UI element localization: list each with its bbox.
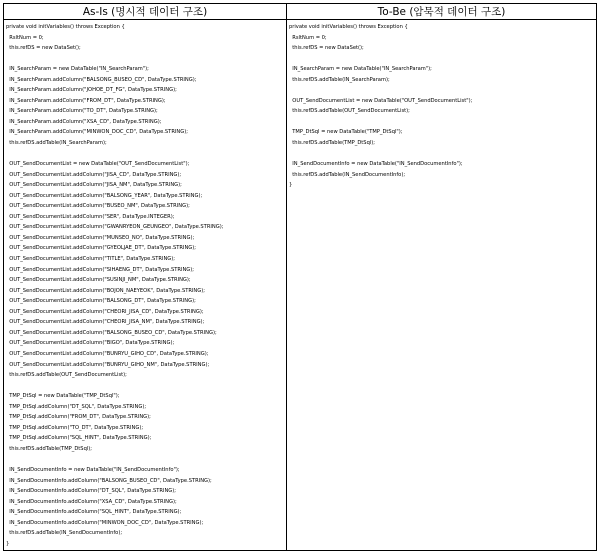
code-line: }	[6, 540, 10, 547]
code-line: OUT_SendDocumentList.addColumn("GYEOLJAE_DT", DataType.STRING);	[6, 245, 197, 252]
code-line: IN_SendDocumentInfo.addColumn("MINWON_DOC_CD", DataType.STRING);	[6, 519, 204, 526]
code-line: TMP_DtSql.addColumn("TO_DT", DataType.STRING);	[6, 424, 144, 431]
code-line: TMP_DtSql = new DataTable("TMP_DtSql");	[289, 129, 403, 136]
code-line: IN_SendDocumentInfo = new DataTable("IN_SendDocumentInfo");	[6, 466, 180, 473]
as-is-cell	[4, 20, 287, 551]
code-line: OUT_SendDocumentList.addColumn("BALSONG_YEAR", DataType.STRING);	[6, 192, 203, 199]
code-line: IN_SearchParam.addColumn("JOHOE_DT_FG", DataType.STRING);	[6, 87, 177, 94]
as-is-header: As-Is (명시적 데이터 구조)	[4, 4, 287, 20]
code-line	[6, 381, 286, 392]
code-row	[4, 20, 597, 551]
code-line: this.refDS.addTable(TMP_DtSql);	[289, 140, 375, 147]
code-line: IN_SearchParam.addColumn("MINWON_DOC_CD", DataType.STRING);	[6, 129, 188, 136]
code-line: OUT_SendDocumentList.addColumn("MUNSEO_NO", DataType.STRING);	[6, 234, 195, 241]
code-line	[289, 85, 596, 96]
code-line: OUT_SendDocumentList.addColumn("SIHAENG_DT", DataType.STRING);	[6, 266, 195, 273]
code-line: IN_SendDocumentInfo = new DataTable("IN_SendDocumentInfo");	[289, 161, 463, 168]
code-line: OUT_SendDocumentList.addColumn("GWANRYEON_GEUNGEO", DataType.STRING);	[6, 224, 224, 231]
code-line	[6, 149, 286, 160]
code-line: IN_SendDocumentInfo.addColumn("DT_SQL", DataType.STRING);	[6, 488, 177, 495]
code-line: IN_SearchParam.addColumn("FROM_DT", DataType.STRING);	[6, 97, 166, 104]
code-line: IN_SendDocumentInfo.addColumn("XSA_CD", DataType.STRING);	[6, 498, 177, 505]
to-be-header: To-Be (암묵적 데이터 구조)	[287, 4, 597, 20]
code-line: this.refDS.addTable(TMP_DtSql);	[6, 445, 92, 452]
code-line: TMP_DtSql.addColumn("FROM_DT", DataType.STRING);	[6, 414, 151, 421]
code-line: OUT_SendDocumentList.addColumn("TITLE", DataType.STRING);	[6, 256, 176, 263]
code-line: this.refDS.addTable(OUT_SendDocumentList);	[289, 108, 410, 115]
code-line: TMP_DtSql = new DataTable("TMP_DtSql");	[6, 393, 120, 400]
code-line: this.refDS.addTable(IN_SendDocumentInfo);	[6, 530, 123, 537]
code-line: TMP_DtSql.addColumn("SQL_HINT", DataType.STRING);	[6, 435, 152, 442]
code-line: OUT_SendDocumentList.addColumn("JISA_NM", DataType.STRING);	[6, 182, 182, 189]
to-be-cell	[287, 20, 597, 551]
code-line: private void initVariables() throws Exception {	[6, 24, 125, 30]
code-line: this.refDS.addTable(IN_SearchParam);	[6, 140, 107, 147]
code-line: IN_SearchParam.addColumn("XSA_CD", DataType.STRING);	[6, 118, 162, 125]
code-line: OUT_SendDocumentList.addColumn("CHEORI_JISA_NM", DataType.STRING);	[6, 319, 205, 326]
code-line: this.refDS = new DataSet();	[289, 45, 364, 52]
code-line	[6, 54, 286, 65]
code-line: private void initVariables() throws Exception {	[289, 24, 408, 30]
code-line: this.refDS.addTable(IN_SendDocumentInfo);	[289, 171, 406, 178]
code-line: OUT_SendDocumentList.addColumn("SER", DataType.INTEGER);	[6, 213, 175, 220]
code-line	[289, 54, 596, 65]
code-line: IN_SearchParam = new DataTable("IN_SearchParam");	[289, 66, 432, 73]
comparison-table	[3, 3, 597, 551]
code-line: OUT_SendDocumentList.addColumn("CHEORI_JISA_CD", DataType.STRING);	[6, 308, 204, 315]
code-line: OUT_SendDocumentList.addColumn("BUSEO_NM", DataType.STRING);	[6, 203, 190, 210]
code-line: OUT_SendDocumentList = new DataTable("OUT_SendDocumentList");	[289, 97, 473, 104]
to-be-code-block	[287, 20, 596, 191]
code-line	[6, 454, 286, 465]
as-is-code-block	[4, 20, 286, 549]
code-line: OUT_SendDocumentList.addColumn("JISA_CD", DataType.STRING);	[6, 171, 182, 178]
code-line: OUT_SendDocumentList.addColumn("BOJON_NAEYEOK", DataType.STRING);	[6, 287, 205, 294]
code-line: this.refDS.addTable(IN_SearchParam);	[289, 76, 390, 83]
code-line: OUT_SendDocumentList.addColumn("SUSINJI_NM", DataType.STRING);	[6, 277, 191, 284]
code-line: OUT_SendDocumentList.addColumn("BALSONG_BUSEO_CD", DataType.STRING);	[6, 329, 217, 336]
code-line: OUT_SendDocumentList.addColumn("BUNRYU_GIHO_NM", DataType.STRING);	[6, 361, 210, 368]
code-line: IN_SearchParam = new DataTable("IN_SearchParam");	[6, 66, 149, 73]
code-line: IN_SearchParam.addColumn("TO_DT", DataType.STRING);	[6, 108, 158, 115]
code-line: OUT_SendDocumentList = new DataTable("OUT_SendDocumentList");	[6, 161, 190, 168]
code-line	[289, 117, 596, 128]
code-line: TMP_DtSql.addColumn("DT_SQL", DataType.STRING);	[6, 403, 147, 410]
code-line	[289, 149, 596, 160]
code-line: this.refDS.addTable(OUT_SendDocumentList);	[6, 372, 127, 379]
code-line: OUT_SendDocumentList.addColumn("BALSONG_DT", DataType.STRING);	[6, 298, 196, 305]
code-line: RsltNum = 0;	[289, 34, 327, 41]
code-line: this.refDS = new DataSet();	[6, 45, 81, 52]
code-line: RsltNum = 0;	[6, 34, 44, 41]
code-line: IN_SendDocumentInfo.addColumn("BALSONG_BUSEO_CD", DataType.STRING);	[6, 477, 212, 484]
code-line: OUT_SendDocumentList.addColumn("BIGO", DataType.STRING);	[6, 340, 175, 347]
code-line: OUT_SendDocumentList.addColumn("BUNRYU_GIHO_CD", DataType.STRING);	[6, 350, 209, 357]
code-line: IN_SendDocumentInfo.addColumn("SQL_HINT", DataType.STRING);	[6, 509, 182, 516]
code-line: IN_SearchParam.addColumn("BALSONG_BUSEO_CD", DataType.STRING);	[6, 76, 197, 83]
code-line: }	[289, 182, 293, 189]
header-row	[4, 4, 597, 20]
